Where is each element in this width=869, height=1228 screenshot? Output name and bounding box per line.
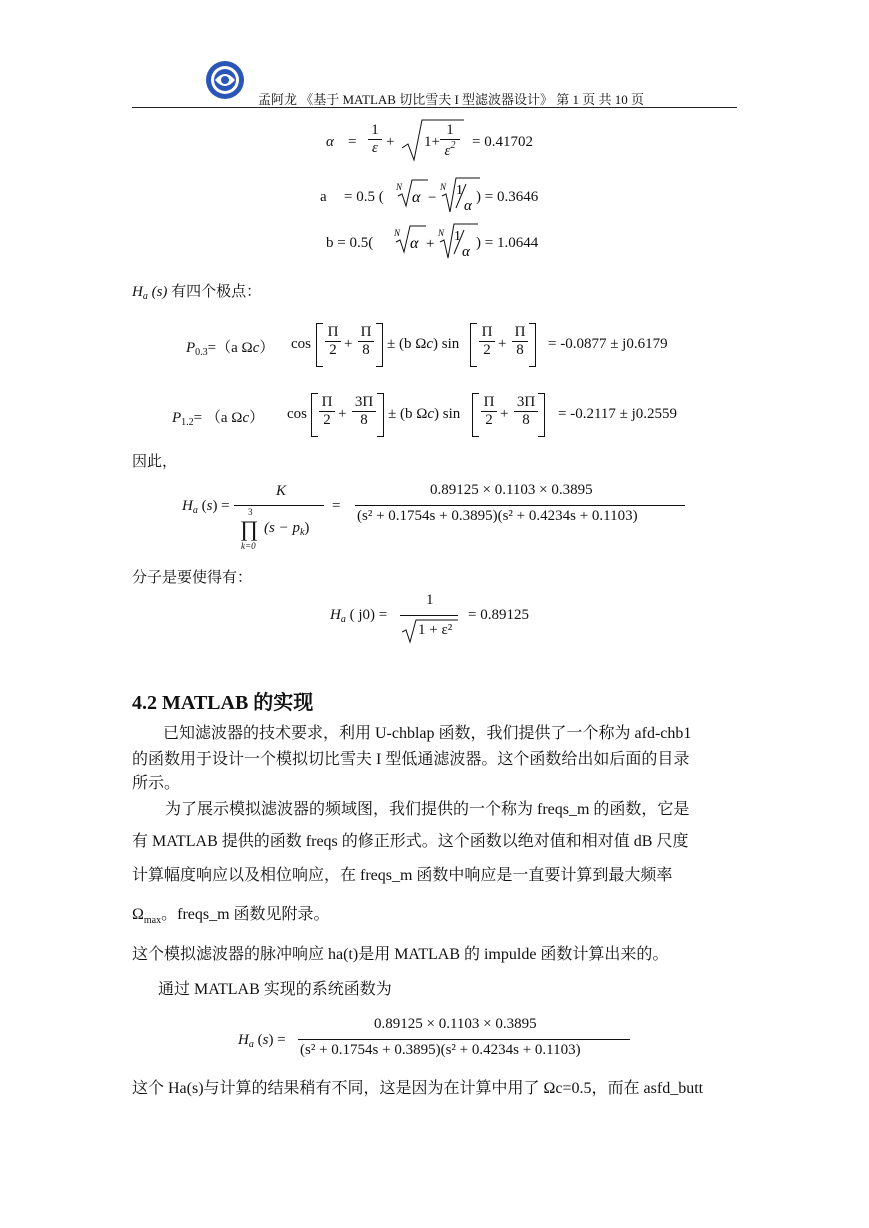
svg-text:N: N xyxy=(440,182,447,192)
svg-text:N: N xyxy=(394,228,401,238)
product-symbol: ∏ xyxy=(240,516,259,541)
svg-text:1: 1 xyxy=(456,183,463,198)
paragraph-line: 这个模拟滤波器的脉冲响应 ha(t)是用 MATLAB 的 impulde 函数计算出来的。 xyxy=(132,946,669,963)
H2-lhs: $H_a$ (s) = xyxy=(238,1032,286,1050)
nth-root-expression-b xyxy=(394,222,478,262)
paragraph-line: 通过 MATLAB 实现的系统函数为 xyxy=(158,981,392,998)
a-lhs: a xyxy=(320,189,327,205)
nth-root-expression xyxy=(396,176,480,216)
alpha-lhs: α xyxy=(326,134,334,150)
paragraph-line: 已知滤波器的技术要求，利用 U-chblap 函数，我们提供了一个称为 afd-chb1 xyxy=(163,725,692,742)
svg-text:α: α xyxy=(412,189,421,206)
svg-text:α: α xyxy=(464,198,472,214)
therefore-text: 因此， xyxy=(132,452,178,470)
page-header: 孟阿龙 《基于 MATLAB 切比雪夫 I 型滤波器设计》 第 1 页 共 10 页 xyxy=(258,92,645,107)
H2-numerator: 0.89125 × 0.1103 × 0.3895 xyxy=(374,1016,537,1032)
header-rule xyxy=(132,107,737,108)
svg-text:N: N xyxy=(396,182,403,192)
H-denominator: (s² + 0.1754s + 0.3895)(s² + 0.4234s + 0.1103) xyxy=(357,508,638,524)
svg-text:α: α xyxy=(462,244,470,260)
paragraph-line: 的函数用于设计一个模拟切比雪夫 I 型低通滤波器。这个函数给出如后面的目录 xyxy=(132,751,690,768)
b-value: ) = 1.0644 xyxy=(476,235,539,251)
b-lhs: b = 0.5( xyxy=(326,235,374,251)
svg-text:N: N xyxy=(438,228,445,238)
p12-equation: $P_{1.2}= (a$ Ωc） xyxy=(172,410,265,428)
a-value: ) = 0.3646 xyxy=(476,189,539,205)
H0-lhs: $H_a$ ( j0) = xyxy=(330,607,388,625)
eq-sign: = xyxy=(348,134,357,150)
H2-denominator: (s² + 0.1754s + 0.3895)(s² + 0.4234s + 0.1103) xyxy=(300,1042,581,1058)
paragraph-line: $\Omega_{max}$。freqs_m 函数见附录。 xyxy=(132,906,330,926)
svg-text:−: − xyxy=(428,190,437,206)
numerator-intro: 分子是要使得有： xyxy=(132,568,253,586)
alpha-value: = 0.41702 xyxy=(472,134,533,150)
paragraph-line: 为了展示模拟滤波器的频域图，我们提供的一个称为 freqs_m 的函数，它是 xyxy=(165,801,690,818)
p12-value: = -0.2117 ± j0.2559 xyxy=(558,406,678,422)
paragraph-line: 计算幅度响应以及相位响应，在 freqs_m 函数中响应是一直要计算到最大频率 xyxy=(132,867,673,884)
svg-text:1: 1 xyxy=(454,229,461,244)
paragraph-line: 所示。 xyxy=(132,775,181,792)
p03-equation: $P_{0.3}=(a$ Ωc） xyxy=(186,340,275,358)
paragraph-line: 有 MATLAB 提供的函数 freqs 的修正形式。这个函数以绝对值和相对值 dB 尺度 xyxy=(132,833,689,850)
section-title: 4.2 MATLAB 的实现 xyxy=(132,692,314,714)
svg-text:α: α xyxy=(410,235,419,252)
logo-icon xyxy=(205,60,245,100)
p03-value: = -0.0877 ± j0.6179 xyxy=(548,336,668,352)
frac-1-eps: 1 ε xyxy=(368,122,382,157)
poles-intro: $H_a$ (s) 有四个极点： xyxy=(132,282,262,302)
H-lhs: $H_a$ (s) = xyxy=(182,498,230,516)
svg-text:+: + xyxy=(426,236,435,252)
H-numerator: 0.89125 × 0.1103 × 0.3895 xyxy=(430,482,593,498)
H0-value: = 0.89125 xyxy=(468,607,529,623)
paragraph-line: 这个 Ha(s)与计算的结果稍有不同，这是因为在计算中用了 Ωc=0.5，而在 asfd_butt xyxy=(132,1080,704,1097)
